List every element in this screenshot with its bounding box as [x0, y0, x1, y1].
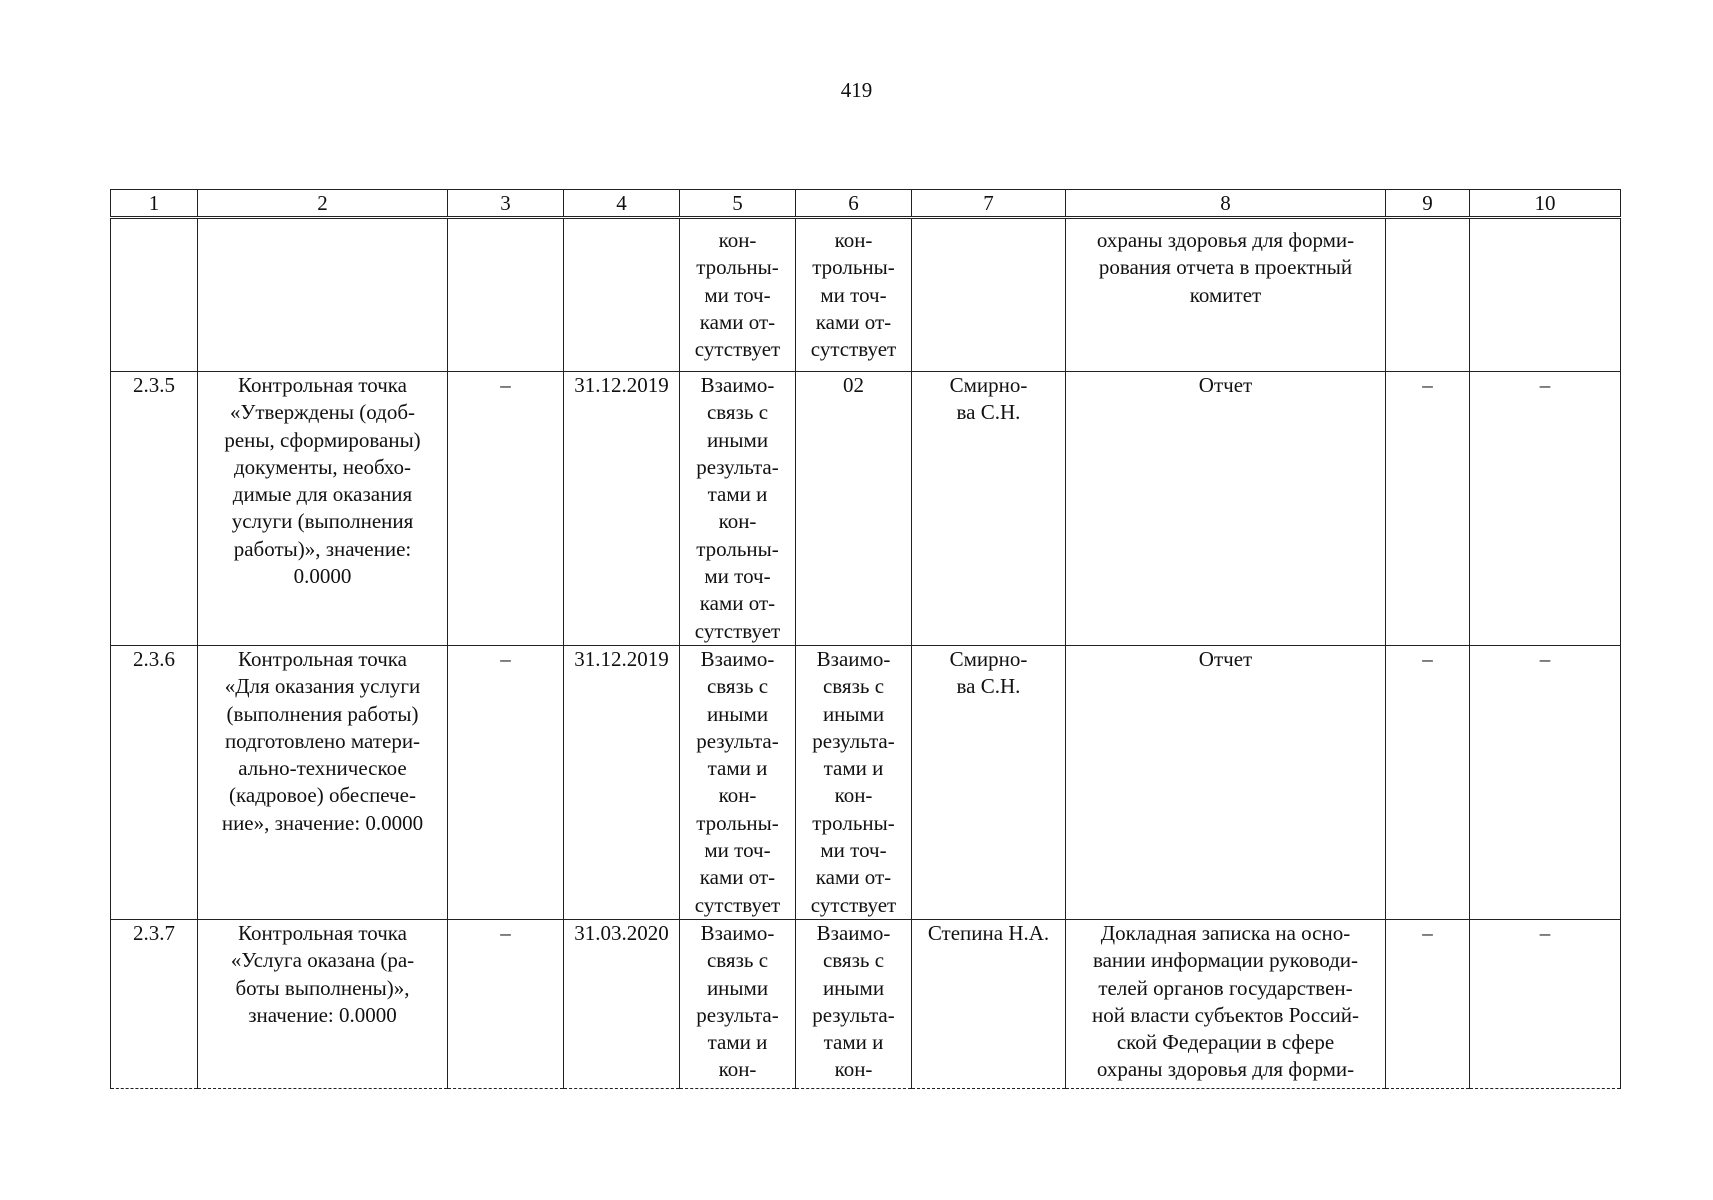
- table-cell: Контрольная точка «Для оказания услуги (выполнения работы) подготовлено матери- ально-техническое (кадровое) обеспече- ние», значение: 0.0000: [198, 645, 448, 919]
- table-cell: Отчет: [1066, 372, 1386, 646]
- control-points-table: [110, 189, 1621, 1089]
- table-cell: –: [1386, 372, 1470, 646]
- table-row: [111, 919, 1621, 1088]
- table-cell: охраны здоровья для форми- рования отчета в проектный комитет: [1066, 218, 1386, 372]
- table-cell: –: [1386, 645, 1470, 919]
- table-cell: кон- трольны- ми точ- ками от- сутствует: [680, 218, 796, 372]
- table-cell: Смирно- ва С.Н.: [912, 372, 1066, 646]
- table-cell: 02: [796, 372, 912, 646]
- table-cell: –: [448, 372, 564, 646]
- header-cell: 8: [1066, 190, 1386, 218]
- table-cell: –: [1470, 645, 1621, 919]
- table-cell: 31.12.2019: [564, 372, 680, 646]
- table-cell: Докладная записка на осно- вании информации руководи- телей органов государствен- ной власти субъектов Россий- ской Федерации в сфере охраны здоровья для форми-: [1066, 919, 1386, 1088]
- table-row: [111, 372, 1621, 646]
- table-cell: Контрольная точка «Услуга оказана (ра- боты выполнены)», значение: 0.0000: [198, 919, 448, 1088]
- table-cell: Взаимо- связь с иными результа- тами и кон- трольны- ми точ- ками от- сутствует: [680, 645, 796, 919]
- table-cell: 31.03.2020: [564, 919, 680, 1088]
- header-cell: 3: [448, 190, 564, 218]
- table-cell: –: [448, 645, 564, 919]
- header-cell: 9: [1386, 190, 1470, 218]
- table-cell: [198, 218, 448, 372]
- table-cell: Степина Н.А.: [912, 919, 1066, 1088]
- table-cell: –: [1386, 919, 1470, 1088]
- header-cell: 10: [1470, 190, 1621, 218]
- table-cell: –: [1470, 919, 1621, 1088]
- table-row: [111, 645, 1621, 919]
- table-cell: –: [1470, 372, 1621, 646]
- table-cell: 2.3.6: [111, 645, 198, 919]
- table-cell: 2.3.7: [111, 919, 198, 1088]
- table-row: [111, 218, 1621, 372]
- header-cell: 6: [796, 190, 912, 218]
- table-cell: [448, 218, 564, 372]
- table-cell: [111, 218, 198, 372]
- table-cell: кон- трольны- ми точ- ками от- сутствует: [796, 218, 912, 372]
- page-number: 419: [840, 78, 873, 102]
- table-cell: –: [448, 919, 564, 1088]
- header-cell: 4: [564, 190, 680, 218]
- header-cell: 5: [680, 190, 796, 218]
- header-cell: 7: [912, 190, 1066, 218]
- column-numbers-row: [111, 190, 1621, 218]
- table-cell: [1386, 218, 1470, 372]
- table-cell: [912, 218, 1066, 372]
- table-cell: Смирно- ва С.Н.: [912, 645, 1066, 919]
- header-cell: 2: [198, 190, 448, 218]
- table-cell: 2.3.5: [111, 372, 198, 646]
- table-cell: Взаимо- связь с иными результа- тами и кон- трольны- ми точ- ками от- сутствует: [680, 372, 796, 646]
- table-cell: Контрольная точка «Утверждены (одоб- рены, сформированы) документы, необхо- димые для оказания услуги (выполнения работы)», значение: 0.0000: [198, 372, 448, 646]
- table-cell: [1470, 218, 1621, 372]
- header-cell: 1: [111, 190, 198, 218]
- table-cell: Взаимо- связь с иными результа- тами и кон-: [680, 919, 796, 1088]
- table-cell: Взаимо- связь с иными результа- тами и кон- трольны- ми точ- ками от- сутствует: [796, 645, 912, 919]
- table-cell: Взаимо- связь с иными результа- тами и кон-: [796, 919, 912, 1088]
- table-cell: [564, 218, 680, 372]
- table-cell: 31.12.2019: [564, 645, 680, 919]
- table-cell: Отчет: [1066, 645, 1386, 919]
